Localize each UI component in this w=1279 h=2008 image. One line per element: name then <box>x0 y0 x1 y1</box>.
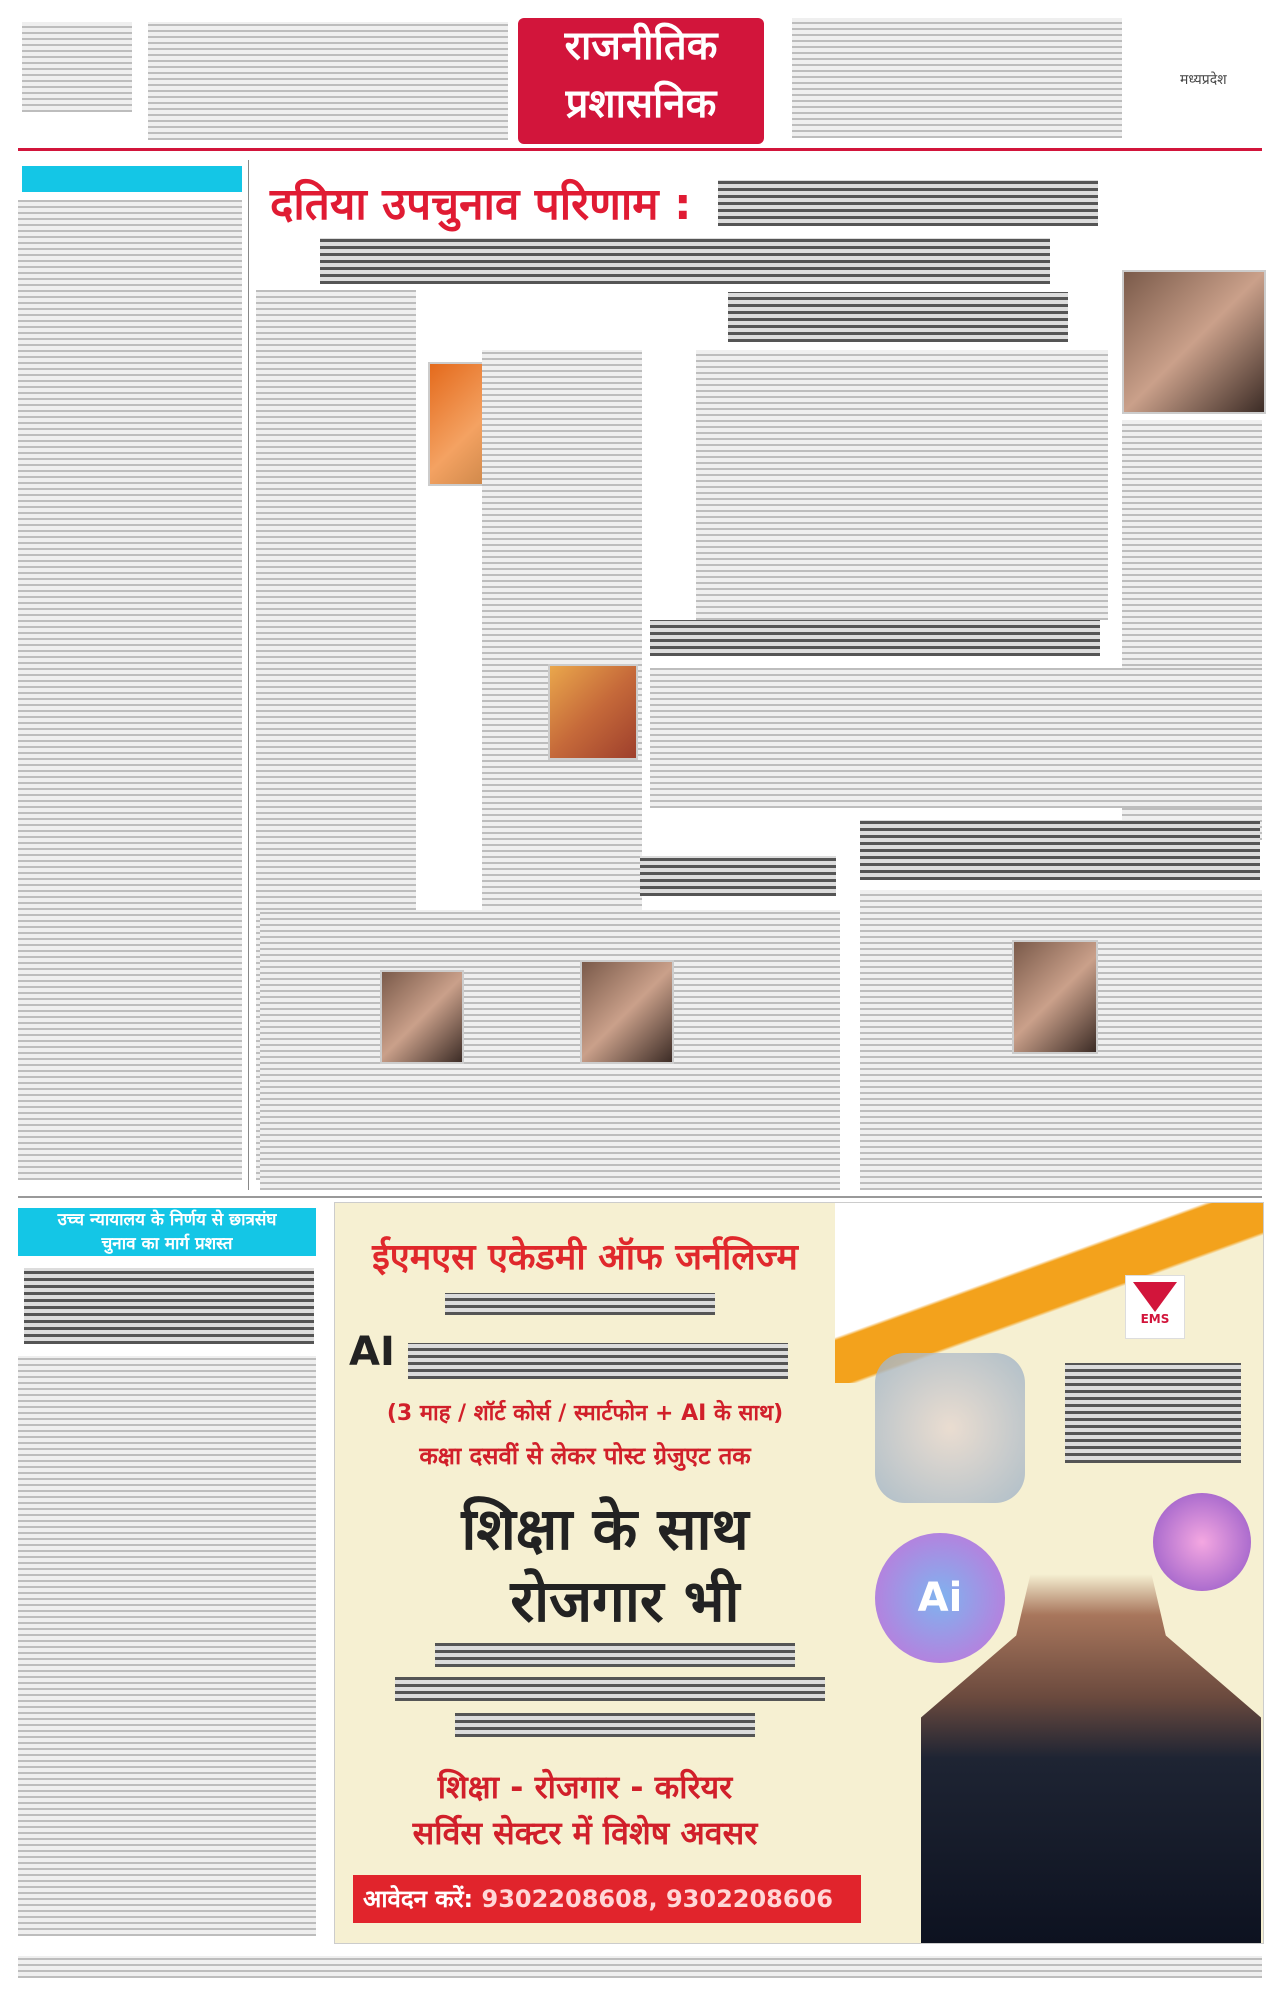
ad-apply-bar <box>353 1875 861 1923</box>
ad-subtitle <box>445 1293 715 1315</box>
ad-contact-block <box>1065 1363 1241 1463</box>
section-divider <box>18 1196 1262 1198</box>
ad-sub-tagline: सर्विस सेक्टर में विशेष अवसर <box>412 1814 758 1852</box>
small-photo-right <box>580 960 674 1064</box>
ad-ai-badge: Ai <box>917 1575 963 1621</box>
section-header <box>518 18 764 144</box>
right-lower-photo <box>1012 940 1098 1054</box>
ad-ai-hex-graphic <box>875 1353 1025 1503</box>
masthead-right-strip <box>792 18 1122 138</box>
small-photo-left <box>380 970 464 1064</box>
ad-bullet-2 <box>395 1677 825 1701</box>
side-story-kicker <box>18 1208 316 1256</box>
ems-logo-icon <box>1133 1282 1177 1312</box>
ad-course-name <box>408 1343 788 1379</box>
header-rule <box>18 148 1262 151</box>
ad-title: ईएमएस एकेडमी ऑफ जर्नलिज्म <box>372 1237 798 1278</box>
ad-slogan-line1: शिक्षा के साथ <box>461 1495 749 1563</box>
ad-apply-label: आवेदन करें: <box>363 1885 474 1913</box>
ad-course-title <box>349 1329 819 1377</box>
ad-slogan-line2: रोजगार भी <box>510 1567 740 1635</box>
ad-bullet-3 <box>455 1713 755 1737</box>
ad-bullet-1 <box>435 1643 795 1667</box>
section-title-line1: राजनीतिक <box>564 23 718 69</box>
side-story-text <box>18 1356 316 1936</box>
lead-subhead <box>728 292 1068 342</box>
top-right-photo <box>1122 270 1266 414</box>
ad-ai-head-graphic <box>875 1533 1005 1663</box>
masthead-news-strip <box>148 22 508 140</box>
ems-academy-ad <box>334 1202 1264 1944</box>
column-rule-1 <box>248 160 249 1190</box>
ad-eligibility: कक्षा दसवीं से लेकर पोस्ट ग्रेजुएट तक <box>419 1442 751 1470</box>
ad-ai-prefix: AI <box>349 1329 395 1375</box>
center-lower-headline <box>640 856 836 896</box>
lead-headline-line2 <box>320 238 1050 284</box>
ems-logo <box>1125 1275 1185 1339</box>
left-kicker-bar <box>22 166 242 192</box>
ad-phones: 9302208608, 9302208606 <box>481 1885 833 1913</box>
footer-strip <box>18 1956 1262 1978</box>
side-story-kicker-line1: उच्च न्यायालय के निर्णय से छात्रसंघ <box>57 1210 277 1230</box>
mid-story-text <box>650 668 1262 808</box>
ad-robot-graphic <box>1153 1493 1251 1591</box>
page-label: मध्यप्रदेश <box>1180 72 1227 88</box>
mid-photo <box>548 664 638 760</box>
center-lower-text <box>260 910 840 1190</box>
ad-course-line: (3 माह / शॉर्ट कोर्स / स्मार्टफोन + AI के साथ) <box>386 1401 784 1426</box>
section-title-line2: प्रशासनिक <box>565 81 717 127</box>
lead-headline: दतिया उपचुनाव परिणाम : <box>270 179 692 230</box>
lead-headline-continued <box>718 180 1098 226</box>
masthead-logo <box>22 22 132 112</box>
ad-tagline: शिक्षा - रोजगार - करियर <box>437 1768 733 1806</box>
mid-headline <box>650 620 1100 656</box>
lead-story-text <box>696 350 1108 620</box>
side-story-kicker-line2: चुनाव का मार्ग प्रशस्त <box>101 1234 233 1254</box>
ems-logo-text: EMS <box>1140 1312 1170 1326</box>
side-story-headline <box>24 1268 314 1344</box>
right-mid-headline <box>860 820 1260 880</box>
left-column-text <box>18 200 242 1180</box>
